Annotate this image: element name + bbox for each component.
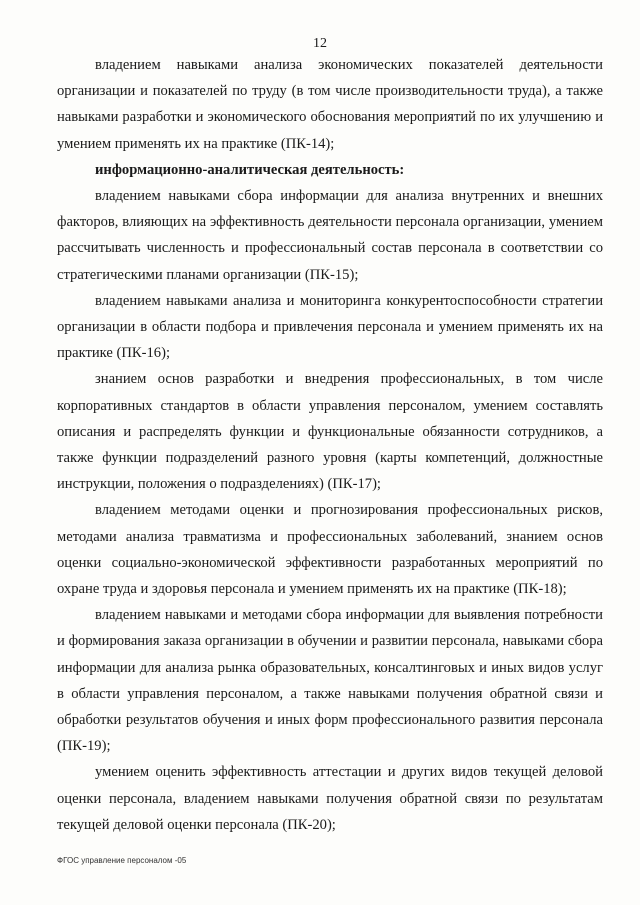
paragraph-pk17: знанием основ разработки и внедрения профессиональных, в том числе корпоративных стандартов в области управления персоналом, умением составлять описания и распределять функции и функциональные обязанности сотрудников, а также функции подразделений разного уровня (карты компетенций, должностные инструкции, положения о подразделениях) (ПК-17);	[57, 371, 603, 493]
document-body	[57, 52, 603, 838]
footer-label: ФГОС управление персоналом -05	[57, 856, 187, 865]
section-heading: информационно-аналитическая деятельность:	[95, 161, 405, 178]
paragraph-pk18: владением методами оценки и прогнозирования профессиональных рисков, методами анализа травматизма и профессиональных заболеваний, знанием основ оценки социально-экономической эффективности разработанных мероприятий по охране труда и здоровья персонала и умением применять их на практике (ПК-18);	[57, 502, 603, 598]
paragraph-pk15: владением навыками сбора информации для анализа внутренних и внешних факторов, влияющих на эффективность деятельности персонала организации, умением рассчитывать численность и профессиональный состав персонала в соответствии со стратегическими планами организации (ПК-15);	[57, 188, 603, 283]
page-number: 12	[313, 36, 327, 51]
paragraph-pk20: умением оценить эффективность аттестации и других видов текущей деловой оценки персонала, владением навыками получения обратной связи по результатам текущей деловой оценки персонала (ПК-20);	[57, 764, 603, 833]
paragraph-pk16: владением навыками анализа и мониторинга конкурентоспособности стратегии организации в области подбора и привлечения персонала и умением применять их на практике (ПК-16);	[57, 292, 603, 362]
paragraph-pk14: владением навыками анализа экономических показателей деятельности организации и показателей по труду (в том числе производительности труда), а также навыками разработки и экономического обоснования мероприятий по их улучшению и умением применять их на практике (ПК-14);	[57, 57, 603, 152]
paragraph-pk19: владением навыками и методами сбора информации для выявления потребности и формирования заказа организации в обучении и развитии персонала, навыками сбора информации для анализа рынка образовательных, консалтинговых и иных видов услуг в области управления персоналом, а также навыками получения обратной связи и обработки результатов обучения и иных форм профессионального развития персонала (ПК-19);	[57, 607, 603, 755]
